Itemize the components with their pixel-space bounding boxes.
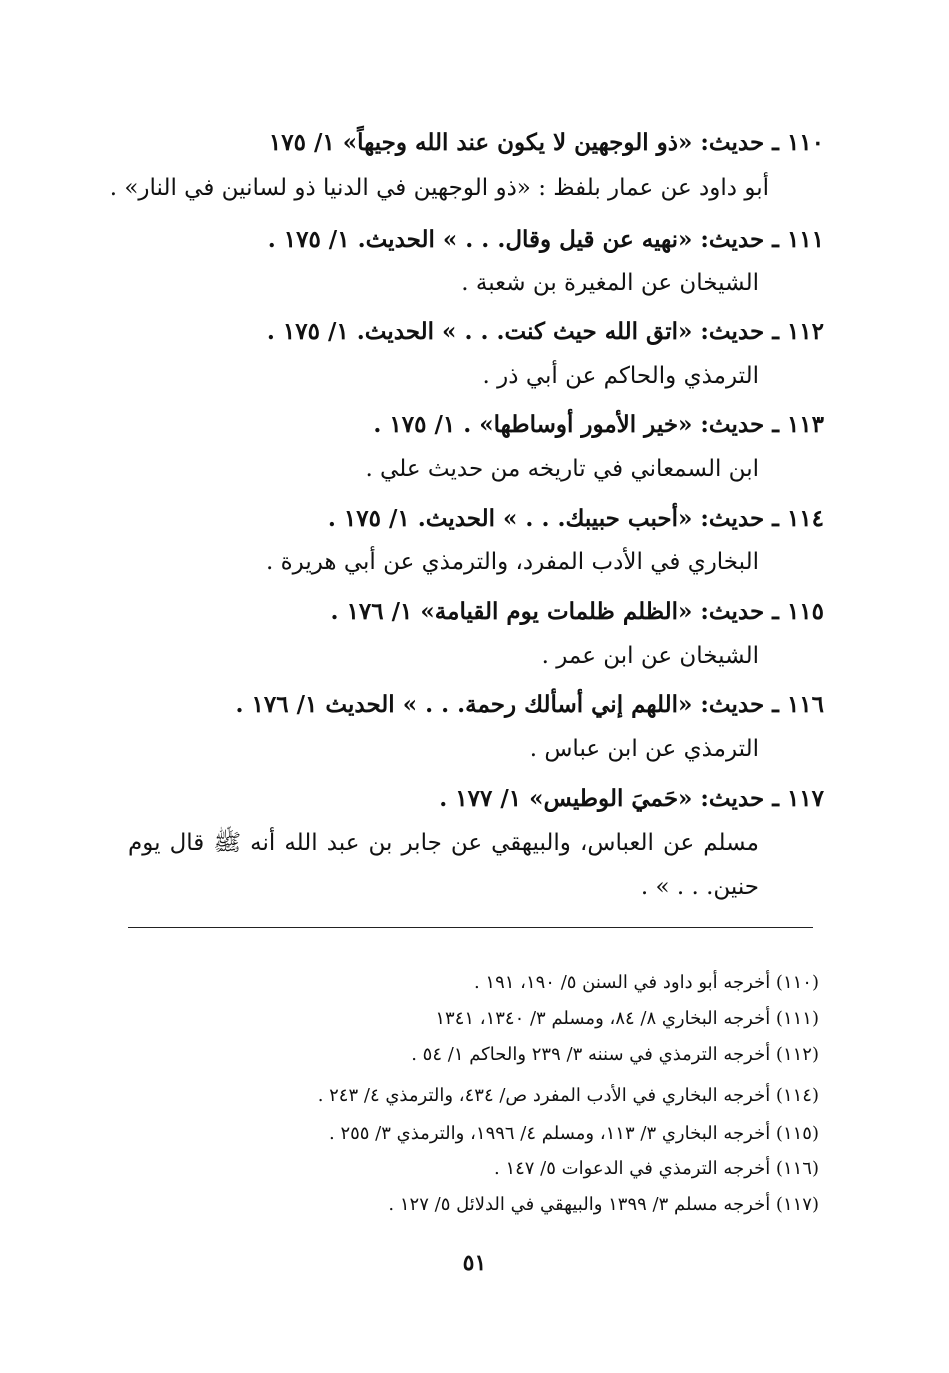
entry-source: ابن السمعاني في تاريخه من حديث علي .	[365, 456, 759, 482]
entry-source-continued: حنين. . . » .	[640, 874, 759, 900]
footnote: (١١٧) أخرجه مسلم ٣/ ١٣٩٩ والبيهقي في الدلائل ٥/ ١٢٧ .	[388, 1194, 819, 1215]
footnote: (١١١) أخرجه البخاري ٨/ ٨٤، ومسلم ٣/ ١٣٤٠، ١٣٤١	[435, 1008, 819, 1029]
entry-heading: ١١٦ ـ حديث: «اللهم إني أسألك رحمة. . . » الحديث ١/ ١٧٦ .	[235, 691, 824, 718]
entry-source: مسلم عن العباس، والبيهقي عن جابر بن عبد الله أنه ﷺ قال يوم	[128, 830, 759, 856]
entry-source: أبو داود عن عمار بلفظ : «ذو الوجهين في الدنيا ذو لسانين في النار» .	[109, 175, 769, 201]
entry-source: الترمذي والحاكم عن أبي ذر .	[482, 363, 759, 389]
entry-heading: ١١٤ ـ حديث: «أحبب حبيبك. . . » الحديث. ١/ ١٧٥ .	[327, 505, 824, 532]
footnote: (١١٢) أخرجه الترمذي في سننه ٣/ ٢٣٩ والحاكم ١/ ٥٤ .	[411, 1044, 819, 1065]
page-number: ٥١	[462, 1250, 487, 1276]
footnote: (١١٤) أخرجه البخاري في الأدب المفرد ص/ ٤٣٤، والترمذي ٤/ ٢٤٣ .	[317, 1085, 819, 1106]
entry-heading: ١١١ ـ حديث: «نهيه عن قيل وقال. . . » الحديث. ١/ ١٧٥ .	[267, 226, 824, 253]
entry-source: الشيخان عن المغيرة بن شعبة .	[461, 270, 759, 296]
entry-source: الترمذي عن ابن عباس .	[529, 736, 759, 762]
entry-heading: ١١٧ ـ حديث: «حَميَ الوطيس» ١/ ١٧٧ .	[439, 785, 824, 812]
entry-heading: ١١٠ ـ حديث: «ذو الوجهين لا يكون عند الله وجيهاً» ١/ ١٧٥	[268, 129, 824, 156]
entry-heading: ١١٥ ـ حديث: «الظلم ظلمات يوم القيامة» ١/ ١٧٦ .	[330, 598, 824, 625]
entry-source: الشيخان عن ابن عمر .	[541, 643, 759, 669]
footnote: (١١٠) أخرجه أبو داود في السنن ٥/ ١٩٠، ١٩١ .	[473, 972, 819, 993]
footnote: (١١٥) أخرجه البخاري ٣/ ١١٣، ومسلم ٤/ ١٩٩٦، والترمذي ٣/ ٢٥٥ .	[328, 1123, 819, 1144]
entry-heading: ١١٣ ـ حديث: «خير الأمور أوساطها» . ١/ ١٧٥ .	[373, 411, 824, 438]
entry-heading: ١١٢ ـ حديث: «اتق الله حيث كنت. . . » الحديث. ١/ ١٧٥ .	[266, 318, 824, 345]
entry-source: البخاري في الأدب المفرد، والترمذي عن أبي هريرة .	[265, 549, 759, 575]
footnote: (١١٦) أخرجه الترمذي في الدعوات ٥/ ١٤٧ .	[493, 1158, 819, 1179]
footnote-separator	[128, 927, 813, 928]
